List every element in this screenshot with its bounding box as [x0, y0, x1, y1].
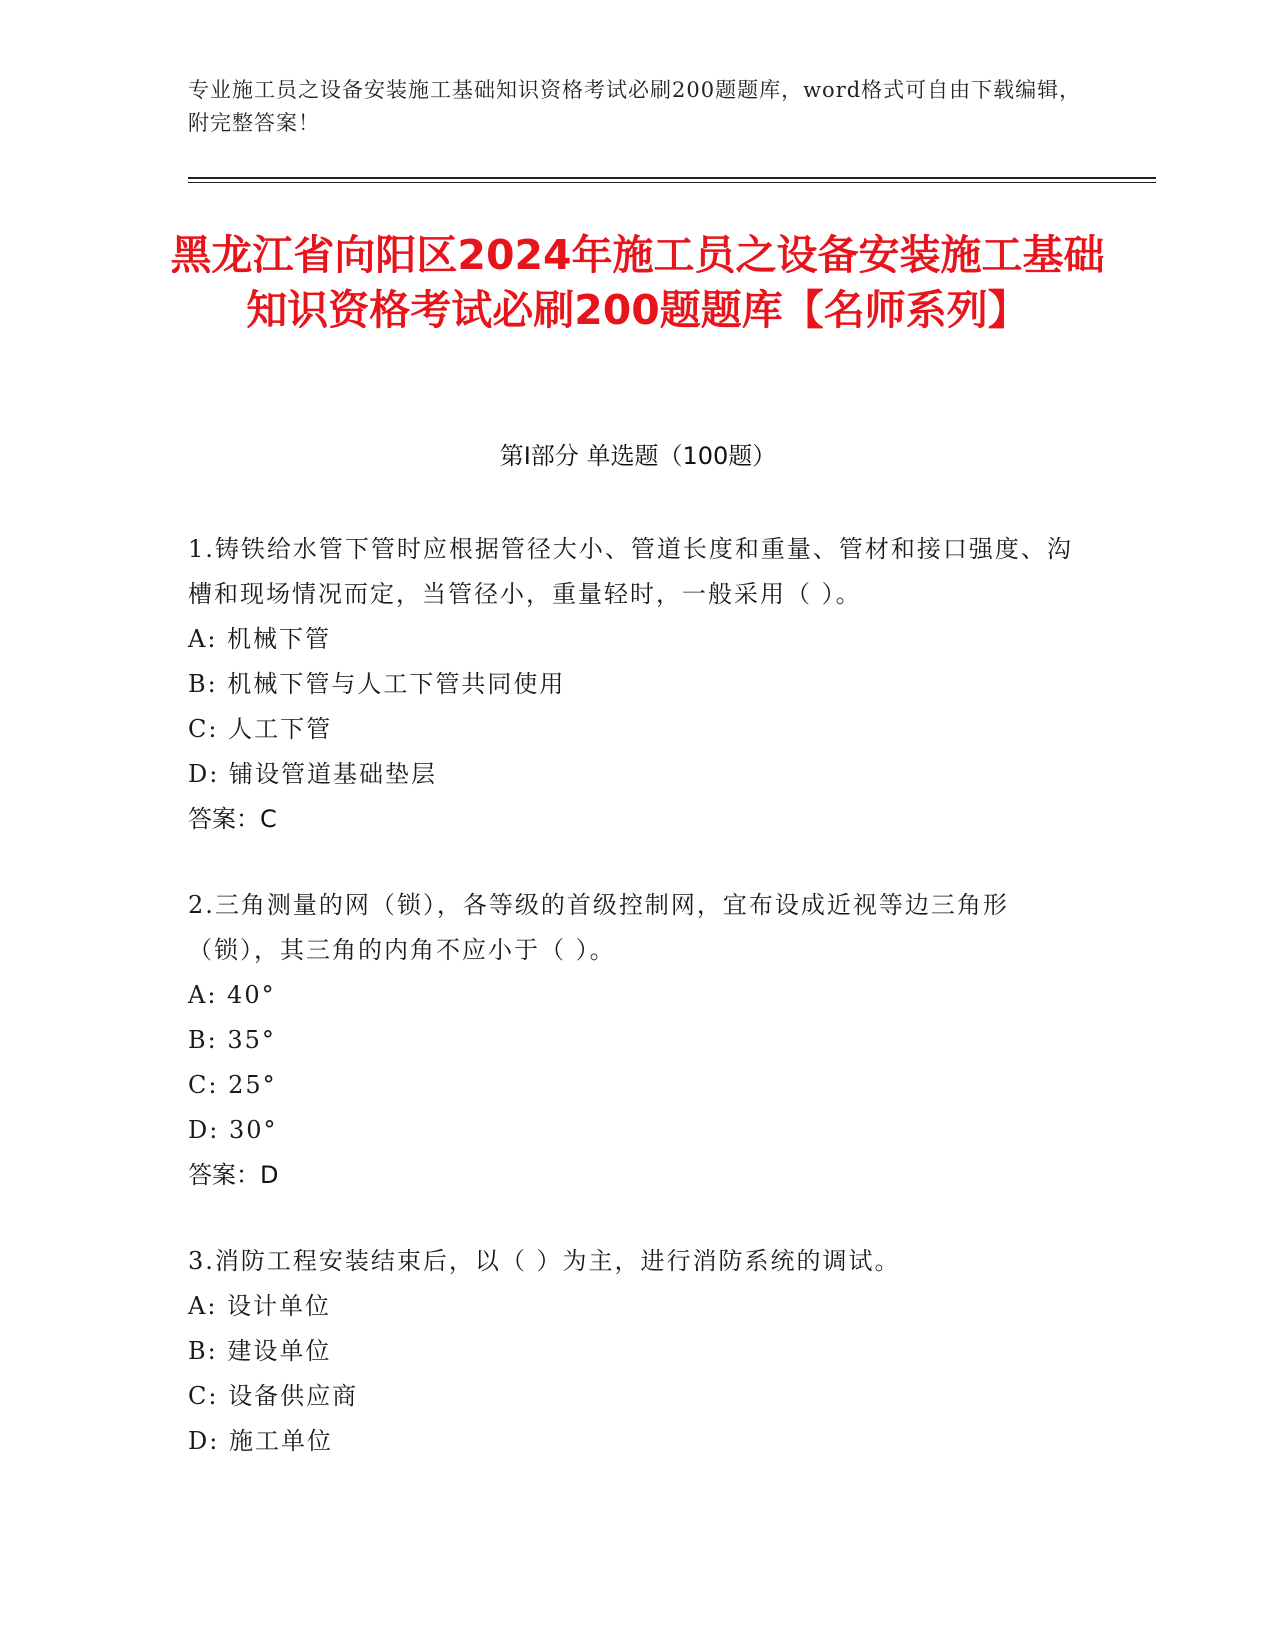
option-c: C: 设备供应商	[188, 1382, 359, 1410]
option-a: A: 40°	[188, 981, 276, 1009]
header-divider-thin	[188, 182, 1156, 183]
option-c: C: 25°	[188, 1071, 277, 1099]
question-list	[188, 527, 1078, 1505]
answer-line: 答案：C	[188, 805, 277, 833]
question-stem: 3.消防工程安装结束后，以（ ）为主，进行消防系统的调试。	[188, 1247, 901, 1275]
option-a: A: 设计单位	[188, 1292, 332, 1320]
option-b: B: 机械下管与人工下管共同使用	[188, 670, 566, 698]
header-note: 专业施工员之设备安装施工基础知识资格考试必刷200题题库，word格式可自由下载编辑，附完整答案！	[188, 78, 1082, 135]
question-2	[188, 883, 1078, 1198]
option-d: D: 30°	[188, 1116, 278, 1144]
question-stem: 2.三角测量的网（锁），各等级的首级控制网，宜布设成近视等边三角形（锁），其三角的内角不应小于（ ）。	[188, 891, 1009, 964]
option-a: A: 机械下管	[188, 625, 332, 653]
section-heading: 第Ⅰ部分 单选题（100题）	[499, 442, 777, 470]
option-b: B: 35°	[188, 1026, 276, 1054]
option-c: C: 人工下管	[188, 715, 333, 743]
answer-line: 答案：D	[188, 1161, 279, 1189]
question-stem: 1.铸铁给水管下管时应根据管径大小、管道长度和重量、管材和接口强度、沟槽和现场情况而定，当管径小，重量轻时，一般采用（ ）。	[188, 535, 1073, 608]
header-divider-thick	[188, 177, 1156, 179]
document-title: 黑龙江省向阳区2024年施工员之设备安装施工基础知识资格考试必刷200题题库【名师系列】	[170, 231, 1105, 334]
question-3	[188, 1239, 1078, 1464]
option-b: B: 建设单位	[188, 1337, 332, 1365]
option-d: D: 铺设管道基础垫层	[188, 760, 437, 788]
option-d: D: 施工单位	[188, 1427, 333, 1455]
question-1	[188, 527, 1078, 842]
